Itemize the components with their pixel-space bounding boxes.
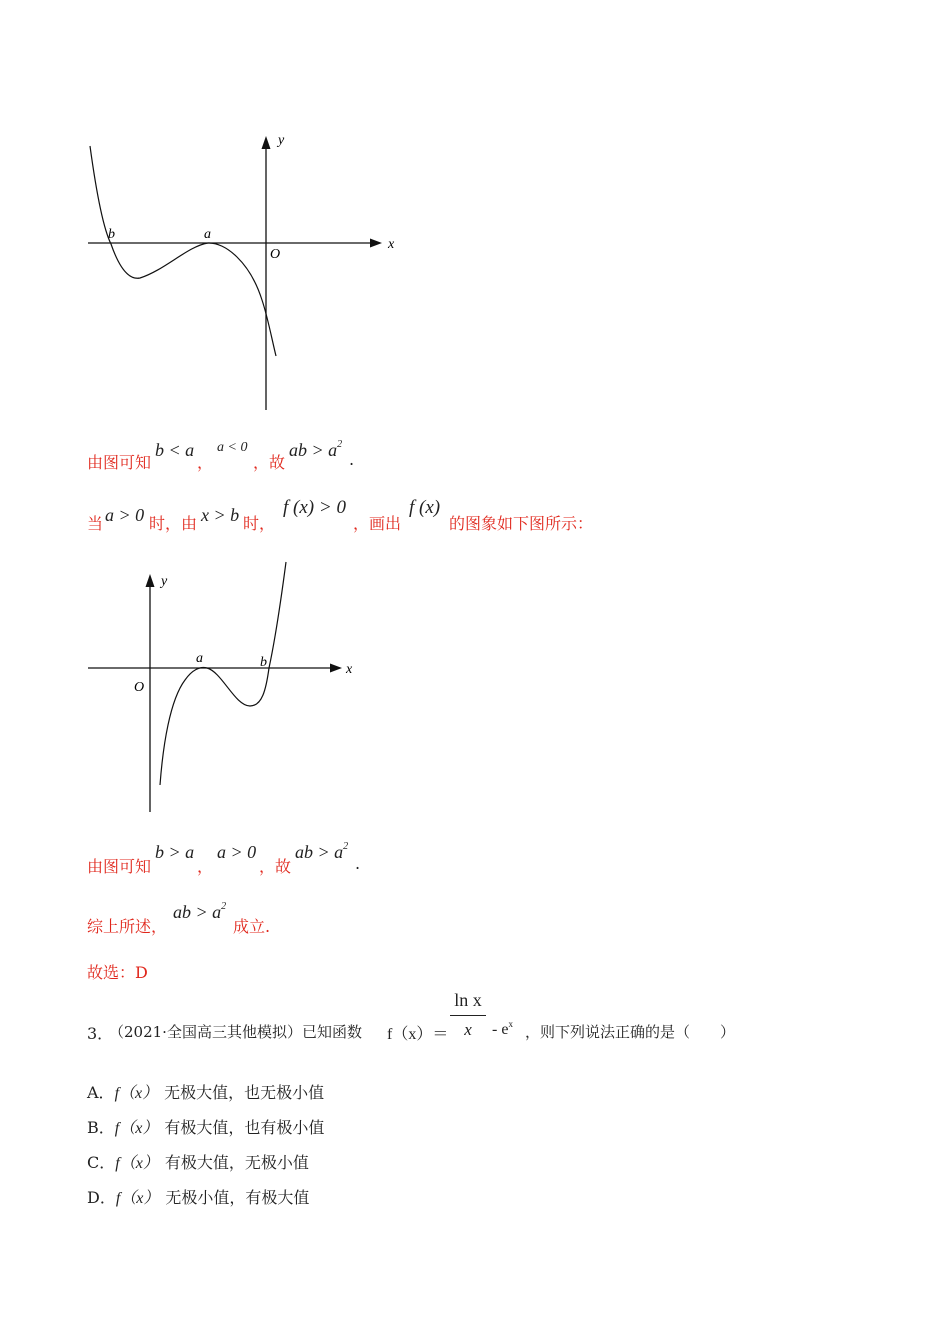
line3-math-3-sup: 2 <box>343 841 349 852</box>
option-d-text: 无极小值，有极大值 <box>165 1188 310 1207</box>
line2-math-3: f (x) > 0 <box>283 497 346 518</box>
option-a-text: 无极大值，也无极小值 <box>164 1083 325 1102</box>
line2-math-2: x > b <box>201 505 240 525</box>
line2-p2: 时，由 <box>149 514 198 533</box>
option-d-func: f（x） <box>115 1190 160 1207</box>
exp-sup: x <box>508 1019 513 1029</box>
graph-2 <box>80 555 370 820</box>
graph2-y-label: y <box>161 574 168 589</box>
option-b[interactable] <box>87 1115 387 1137</box>
graph1-point-a: a <box>204 227 211 242</box>
line2-p1: 当 <box>87 514 104 533</box>
option-b-letter: B． <box>87 1118 115 1137</box>
line3-math-1: b > a <box>155 842 195 862</box>
question-func: f（x）＝ <box>387 1026 449 1043</box>
option-d[interactable] <box>87 1185 387 1207</box>
question-fraction <box>450 990 486 1040</box>
line2-p5: 的图象如下图所示： <box>449 514 594 533</box>
line1-sep-2: ，故 <box>253 453 286 472</box>
question-3 <box>87 990 847 1043</box>
option-c-letter: C． <box>87 1153 116 1172</box>
line1-math-3-sup: 2 <box>337 439 343 450</box>
line2-p3: 时， <box>243 514 276 533</box>
line1-math-2: a < 0 <box>217 440 248 455</box>
line3-math-2: a > 0 <box>217 842 257 862</box>
fraction-numerator: ln x <box>450 990 486 1016</box>
graph1-point-b: b <box>108 227 115 242</box>
line1-end: . <box>349 450 355 469</box>
graph1-x-label: x <box>388 237 395 252</box>
question-number: 3． <box>87 1024 114 1043</box>
curve-2 <box>160 562 286 785</box>
x-axis-arrow-icon <box>330 664 342 673</box>
option-c-func: f（x） <box>115 1155 159 1172</box>
answer-line: 故选：D <box>87 963 148 982</box>
question-source: （2021·全国高三其他模拟）已知函数 <box>109 1023 362 1041</box>
question-minus-exp <box>492 1021 513 1039</box>
graph1-origin-label: O <box>270 247 281 262</box>
option-b-text: 有极大值，也有极小值 <box>164 1118 325 1137</box>
line1-prefix: 由图可知 <box>87 453 152 472</box>
minus-e: - e <box>492 1021 509 1038</box>
question-tail: ，则下列说法正确的是（ ） <box>525 1023 736 1041</box>
line3-end: . <box>355 854 361 873</box>
graph1-y-label: y <box>278 133 285 148</box>
line1-math-3-base: ab > a <box>289 440 338 460</box>
option-b-func: f（x） <box>114 1120 159 1137</box>
line3-math-3-base: ab > a <box>295 842 344 862</box>
option-c[interactable] <box>87 1150 387 1172</box>
line4-math-1-sup: 2 <box>221 901 227 912</box>
option-d-letter: D． <box>87 1188 116 1207</box>
line4-suffix: 成立. <box>233 917 271 936</box>
line3-sep-1: ， <box>197 857 214 876</box>
graph2-point-a: a <box>196 651 203 666</box>
option-c-text: 有极大值，无极小值 <box>164 1153 309 1172</box>
line1-math-3 <box>289 440 342 461</box>
graph-1 <box>80 125 410 415</box>
graph2-point-b: b <box>260 655 267 670</box>
graph2-origin-label: O <box>134 680 145 695</box>
line2-p4: ，画出 <box>353 514 402 533</box>
line3-sep-2: ，故 <box>259 857 292 876</box>
line4-prefix: 综上所述， <box>87 917 168 936</box>
option-a-letter: A． <box>87 1083 115 1102</box>
line4-math-1 <box>173 902 226 923</box>
option-a[interactable] <box>87 1080 387 1102</box>
line3-math-3 <box>295 842 348 863</box>
fraction-denominator: x <box>464 1020 472 1039</box>
line1-math-1: b < a <box>155 440 195 460</box>
line4-math-1-base: ab > a <box>173 902 222 922</box>
line2-math-1: a > 0 <box>105 505 145 525</box>
line2-math-4: f (x) <box>409 497 441 518</box>
graph2-x-label: x <box>346 662 353 677</box>
option-a-func: f（x） <box>114 1085 159 1102</box>
y-axis-arrow-icon <box>146 574 155 587</box>
y-axis-arrow-icon <box>262 136 271 149</box>
curve-1 <box>90 146 276 356</box>
line3-prefix: 由图可知 <box>87 857 152 876</box>
x-axis-arrow-icon <box>370 239 382 248</box>
line1-sep-1: ， <box>197 453 214 472</box>
